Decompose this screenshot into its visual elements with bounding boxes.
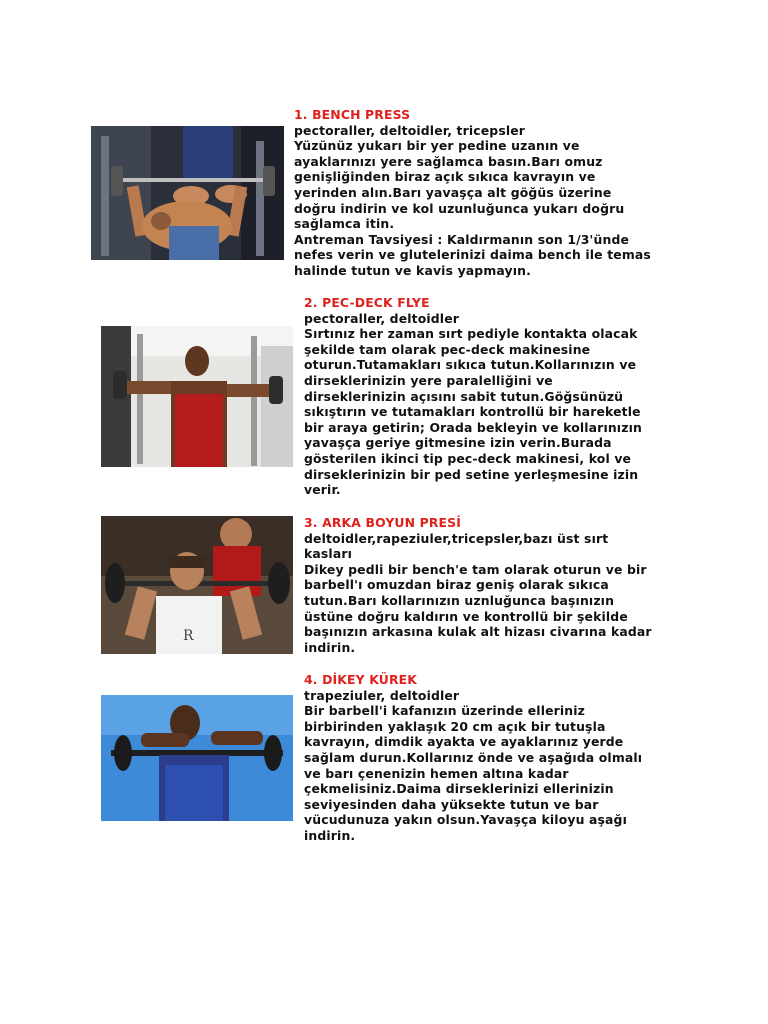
body-line: seviyesinden daha yüksekte tutun ve bar bbox=[304, 796, 599, 812]
svg-text:R: R bbox=[183, 628, 194, 644]
body-line: ayaklarınızı yere sağlamca basın.Barı omuz bbox=[294, 153, 603, 169]
body-line: dirseklerinizin yere paralelliğini ve bbox=[304, 372, 553, 388]
pec-deck-photo bbox=[101, 326, 293, 467]
upright-row-photo bbox=[101, 695, 293, 821]
body-line: genişliğinden biraz açık sıkıca kavrayın ve bbox=[294, 169, 596, 185]
bench-press-photo bbox=[91, 126, 284, 260]
body-line: dirseklerinizin bir ped setine yerleşmesine izin bbox=[304, 466, 639, 482]
body-line: Bir barbell'i kafanızın üzerinde elleriniz bbox=[304, 703, 586, 719]
exercise-muscles: pectoraller, deltoidler, tricepsler bbox=[294, 122, 526, 138]
body-line: Yüzünüz yukarı bir yer pedine uzanın ve bbox=[294, 138, 580, 154]
body-line: verir. bbox=[304, 482, 341, 498]
exercise-muscles: pectoraller, deltoidler bbox=[304, 310, 460, 326]
behind-neck-press-text bbox=[304, 515, 652, 655]
body-line: üstüne doğru kaldırın ve kontrollü bir şekilde bbox=[304, 608, 628, 624]
body-line: sağlam durun.Kollarınız önde ve aşağıda olmalı bbox=[304, 749, 643, 765]
exercise-title: 1. BENCH PRESS bbox=[294, 107, 411, 122]
exercise-muscles: trapeziuler, deltoidler bbox=[304, 687, 460, 703]
body-line: Antreman Tavsiyesi : Kaldırmanın son 1/3'ünde bbox=[294, 231, 630, 247]
behind-neck-press-photo bbox=[101, 516, 293, 654]
body-line: tutun.Barı kollarınızın uznluğunca başınızın bbox=[304, 592, 615, 608]
body-line: doğru indirin ve kol uzunluğunca yukarı doğru bbox=[294, 200, 625, 216]
body-line: yavaşça geriye gitmesine izin verin.Burada bbox=[304, 435, 612, 451]
body-line: birbirinden yaklaşık 20 cm açık bir tutuşla bbox=[304, 718, 606, 734]
body-line: Dikey pedli bir bench'e tam olarak oturun ve bir bbox=[304, 561, 647, 577]
body-line: indirin. bbox=[304, 827, 356, 843]
body-line: vücudunuza yakın olsun.Yavaşça kiloyu aşağı bbox=[304, 812, 627, 828]
body-line: gösterilen ikinci tip pec-deck makinesi, kol ve bbox=[304, 450, 632, 466]
body-line: halinde tutun ve kavis yapmayın. bbox=[294, 262, 531, 278]
body-line: sağlamca itin. bbox=[294, 216, 395, 232]
body-line: dirseklerinizin açısını sabit tutun.Göğsünüzü bbox=[304, 388, 624, 404]
body-line: yerinden alın.Barı yavaşça alt göğüs üzerine bbox=[294, 184, 612, 200]
exercise-title: 3. ARKA BOYUN PRESİ bbox=[304, 515, 462, 530]
body-line: ve barı çenenizin hemen altına kadar bbox=[304, 765, 569, 781]
body-line: şekilde tam olarak pec-deck makinesine bbox=[304, 341, 591, 357]
body-line: Sırtınız her zaman sırt pediyle kontakta olacak bbox=[304, 326, 638, 342]
body-line: başınızın arkasına kulak alt hizası civarına kadar bbox=[304, 624, 652, 640]
exercise-muscles: deltoidler,rapeziuler,tricepsler,bazı üst sırt bbox=[304, 530, 609, 546]
body-line: çekmelisiniz.Daima dirseklerinizi ellerinizin bbox=[304, 781, 614, 797]
body-line: barbell'ı omuzdan biraz geniş olarak sıkıca bbox=[304, 577, 609, 593]
body-line: indirin. bbox=[304, 639, 356, 655]
body-line: sıkıştırın ve tutamakları kontrollü bir hareketle bbox=[304, 404, 641, 420]
exercise-title: 4. DİKEY KÜREK bbox=[304, 672, 418, 687]
body-line: oturun.Tutamakları sıkıca tutun.Kollarınızın ve bbox=[304, 357, 637, 373]
body-line: nefes verin ve glutelerinizi daima bench ile temas bbox=[294, 247, 651, 263]
body-line: kasları bbox=[304, 546, 352, 562]
pec-deck-text bbox=[304, 295, 642, 498]
body-line: kavrayın, dimdik ayakta ve ayaklarınız yerde bbox=[304, 734, 624, 750]
exercise-title: 2. PEC-DECK FLYE bbox=[304, 295, 430, 310]
body-line: bir araya getirin; Orada bekleyin ve kollarınızın bbox=[304, 419, 642, 435]
upright-row-text bbox=[304, 672, 642, 844]
bench-press-text bbox=[294, 107, 651, 279]
